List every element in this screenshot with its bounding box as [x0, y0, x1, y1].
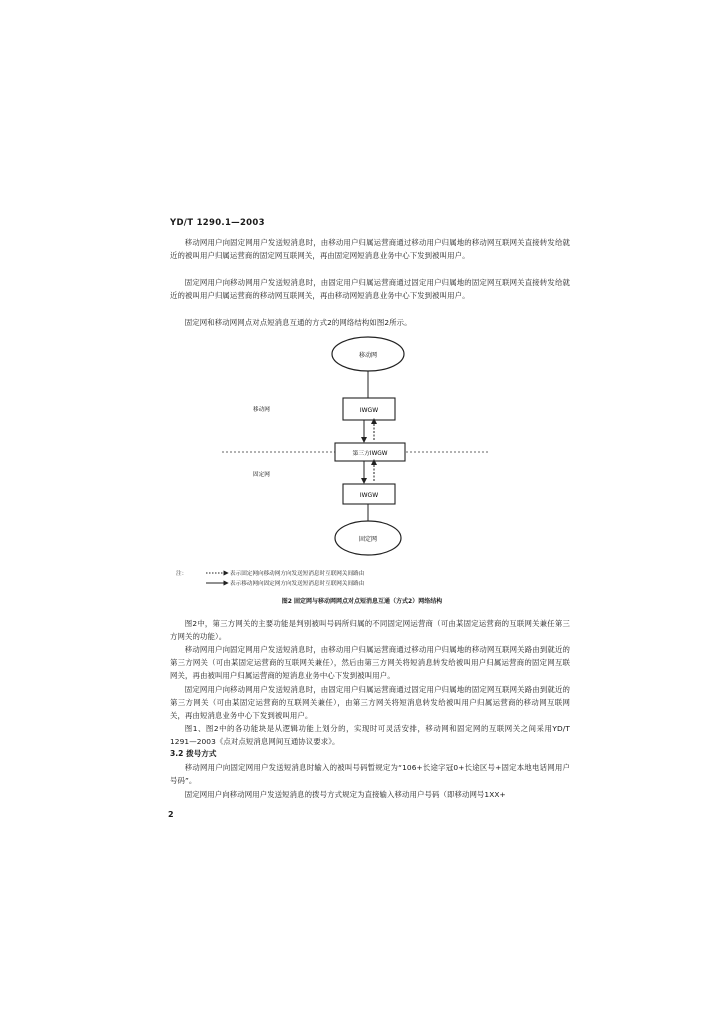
legend-solid: [194, 579, 364, 587]
iwgw-top-label: IWGW: [359, 407, 379, 414]
paragraph-figure-intro: 固定网和移动网网点对点短消息互通的方式2的网络结构如图2所示。: [184, 318, 412, 327]
paragraph-mobile-to-fixed-route: 移动网用户向固定网用户发送短消息时，由移动用户归属运营商通过移动用户归属地的移动网互联网关路由到就近的第三方网关（可由某固定运营商的互联网关兼任），然后由第三方网关将短消息转发给被叫用户归属运营商的固定网互联网关，再由被叫用户归属运营商的短消息业务中心下发到被叫用户。: [170, 645, 570, 681]
mobile-network-label: 移动网: [358, 352, 378, 359]
legend-note-label: 注：: [176, 571, 188, 577]
fixed-network-label: 固定网: [358, 536, 378, 543]
paragraph-dialing-fixed-to-mobile: 固定网用户向移动网用户发送短消息的拨号方式规定为直接输入移动用户号码（即移动网号1XX+: [184, 790, 506, 799]
paragraph-fixed-to-mobile: 固定网用户向移动网用户发送短消息时，由固定用户归属运营商通过固定用户归属地的固定网互联网关直接转发给就近的被叫用户归属运营商的移动网互联网关，再由移动网短消息业务中心下发到被叫用户。: [170, 278, 570, 301]
standard-number-header: YD/T 1290.1—2003: [170, 218, 265, 228]
figure-caption: 图2 固定网与移动网网点对点短消息互通（方式2）网络结构: [281, 598, 443, 605]
legend-dotted-text: 表示固定网向移动网方向发送短消息时互联网关间路由: [230, 571, 365, 577]
paragraph-third-party-role: 图2中，第三方网关的主要功能是判别被叫号码所归属的不同固定网运营商（可由某固定运营商的互联网关兼任第三方网关的功能）。: [170, 619, 570, 642]
mobile-side-label: 移动网: [253, 407, 270, 413]
paragraph-logical-function: 图1、图2中的各功能块是从逻辑功能上划分的，实现时可灵活安排，移动网和固定网的互联网关之间采用YD/T 1291—2003《点对点短消息网间互通协议要求》。: [170, 724, 570, 747]
paragraph-dialing-mobile-to-fixed: 移动网用户向固定网用户发送短消息时输入的被叫号码暂规定为“106+长途字冠0+长途区号+固定本地电话网用户号码”。: [170, 763, 570, 786]
section-heading-3-2: 3.2 拨号方式: [170, 749, 217, 758]
page-number: 2: [168, 810, 174, 819]
iwgw-bottom-label: IWGW: [359, 492, 379, 499]
legend-solid-text: 表示移动网向固定网方向发送短消息时互联网关间路由: [230, 581, 365, 587]
fixed-side-label: 固定网: [253, 472, 270, 478]
third-party-iwgw-label: 第三方IWGW: [352, 451, 388, 457]
paragraph-mobile-to-fixed: 移动网用户向固定网用户发送短消息时，由移动用户归属运营商通过移动用户归属地的移动网互联网关直接转发给就近的被叫用户归属运营商的固定网互联网关，再由固定网短消息业务中心下发到被叫用户。: [170, 238, 570, 261]
legend-dotted: [176, 569, 365, 577]
paragraph-fixed-to-mobile-route: 固定网用户向移动网用户发送短消息时，由固定用户归属运营商通过固定用户归属地的固定网互联网关路由到就近的第三方网关（可由某固定运营商的互联网关兼任），由第三方网关将短消息转发给被叫用户归属运营商的移动网互联网关，再由短消息业务中心下发到被叫用户。: [170, 685, 570, 721]
